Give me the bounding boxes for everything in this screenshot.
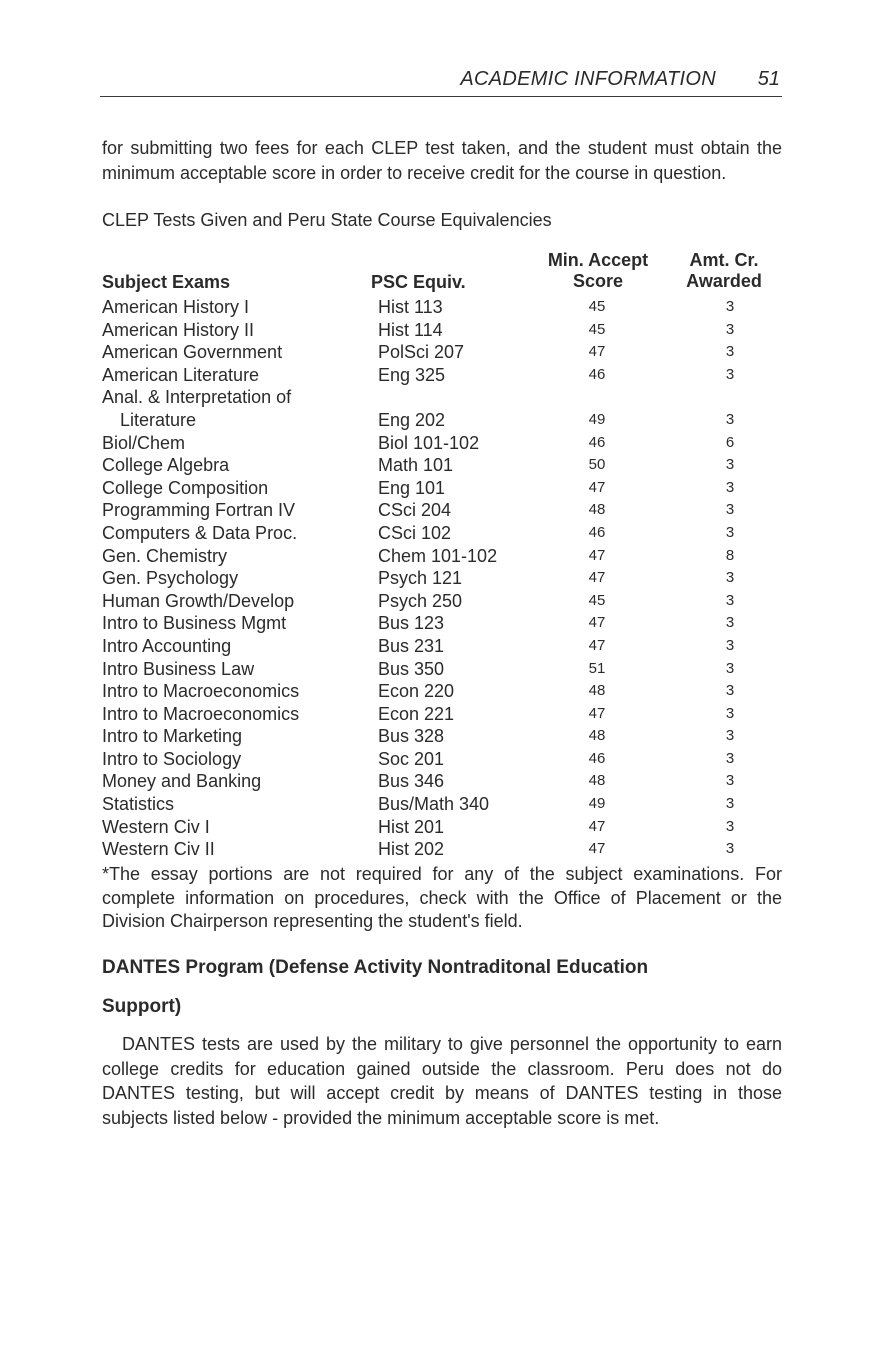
cell-min-score: 48 [588, 682, 606, 700]
table-row [102, 522, 782, 545]
cell-credit-awarded: 3 [725, 727, 735, 745]
cell-min-score: 46 [588, 365, 606, 383]
table-row [102, 454, 782, 477]
cell-credit-awarded: 3 [725, 795, 735, 813]
cell-min-score: 46 [588, 433, 606, 451]
header-psc-equiv: PSC Equiv. [371, 272, 466, 292]
cell-psc-equiv: Bus/Math 340 [378, 794, 490, 815]
cell-psc-equiv: CSci 204 [378, 500, 452, 521]
header-min-line2: Score [572, 271, 624, 291]
cell-subject: Programming Fortran IV [102, 500, 296, 521]
header-min-line1: Min. Accept [547, 250, 649, 270]
table-row [102, 477, 782, 500]
cell-min-score: 45 [588, 298, 606, 315]
cell-psc-equiv: Eng 101 [378, 477, 446, 498]
dantes-heading-line2: Support) [102, 996, 182, 1017]
cell-credit-awarded: 3 [725, 523, 735, 541]
cell-credit-awarded: 3 [725, 365, 735, 383]
table-row [102, 748, 782, 771]
cell-credit-awarded: 3 [725, 614, 735, 632]
cell-subject: Gen. Psychology [102, 568, 239, 589]
cell-psc-equiv: Eng 202 [378, 409, 446, 430]
table-row [102, 838, 782, 861]
cell-credit-awarded: 3 [725, 840, 735, 858]
cell-subject: Intro to Marketing [102, 726, 243, 747]
cell-subject: American Government [102, 342, 283, 363]
cell-subject: Intro Accounting [102, 635, 232, 656]
cell-min-score: 48 [588, 501, 606, 519]
cell-credit-awarded: 3 [725, 704, 735, 722]
header-min-score [532, 250, 664, 292]
table-row [102, 590, 782, 613]
cell-psc-equiv: Bus 123 [378, 613, 445, 634]
header-credit-awarded [674, 250, 774, 292]
table-row [102, 567, 782, 590]
cell-min-score: 49 [588, 410, 606, 428]
cell-credit-awarded: 3 [725, 749, 735, 767]
table-row [102, 680, 782, 703]
page-number: 51 [757, 68, 780, 90]
cell-psc-equiv: Chem 101-102 [378, 545, 498, 566]
cell-psc-equiv: Psych 121 [378, 568, 463, 589]
cell-credit-awarded: 3 [725, 298, 735, 315]
table-row [102, 703, 782, 726]
cell-psc-equiv: Biol 101-102 [378, 432, 480, 453]
cell-credit-awarded: 3 [725, 410, 735, 428]
table-row [102, 816, 782, 839]
cell-subject: Computers & Data Proc. [102, 522, 298, 543]
cell-subject: College Algebra [102, 455, 230, 476]
cell-subject: Intro to Business Mgmt [102, 613, 287, 634]
table-caption: CLEP Tests Given and Peru State Course Equivalencies [102, 210, 552, 230]
cell-subject: Statistics [102, 794, 175, 815]
cell-min-score: 47 [588, 614, 606, 632]
table-row [102, 545, 782, 568]
cell-min-score: 48 [588, 727, 606, 745]
cell-subject: American History I [102, 297, 250, 317]
cell-credit-awarded: 3 [725, 478, 735, 496]
cell-credit-awarded: 3 [725, 772, 735, 790]
cell-subject: College Composition [102, 477, 269, 498]
cell-credit-awarded: 3 [725, 501, 735, 519]
cell-subject: Intro to Macroeconomics [102, 703, 300, 724]
cell-psc-equiv: Bus 350 [378, 658, 445, 679]
cell-credit-awarded: 6 [725, 433, 735, 451]
cell-credit-awarded: 3 [725, 682, 735, 700]
cell-min-score: 46 [588, 749, 606, 767]
table-row [102, 364, 782, 387]
table-row [102, 296, 782, 319]
cell-credit-awarded: 3 [725, 343, 735, 361]
cell-credit-awarded: 3 [725, 320, 735, 338]
clep-table [102, 250, 782, 861]
table-row [102, 658, 782, 681]
dantes-heading-line1: DANTES Program (Defense Activity Nontraditonal Education [102, 957, 649, 978]
cell-min-score: 47 [588, 636, 606, 654]
cell-psc-equiv: Hist 202 [378, 839, 445, 860]
header-amt-line1: Amt. Cr. [689, 250, 759, 270]
cell-subject: Gen. Chemistry [102, 545, 228, 566]
header-amt-line2: Awarded [686, 271, 762, 291]
footnote: *The essay portions are not required for any of the subject examinations. For complete information on procedures, check with the Office of Placement or the Division Chairperson representing the student's field. [102, 864, 782, 931]
cell-min-score: 47 [588, 817, 606, 835]
cell-min-score: 49 [588, 795, 606, 813]
cell-subject: Western Civ II [102, 839, 215, 860]
table-row [102, 432, 782, 455]
cell-min-score: 47 [588, 343, 606, 361]
table-row [102, 635, 782, 658]
table-row [102, 499, 782, 522]
cell-psc-equiv: Bus 231 [378, 635, 445, 656]
table-row [102, 341, 782, 364]
cell-min-score: 47 [588, 569, 606, 587]
cell-psc-equiv: Hist 201 [378, 816, 445, 837]
table-row [102, 319, 782, 342]
cell-psc-equiv: Soc 201 [378, 748, 445, 769]
cell-subject: American History II [102, 319, 255, 340]
cell-psc-equiv: Psych 250 [378, 590, 463, 611]
cell-min-score: 47 [588, 546, 606, 564]
cell-psc-equiv: Math 101 [378, 455, 454, 476]
cell-credit-awarded: 3 [725, 456, 735, 474]
cell-subject: American Literature [102, 364, 260, 385]
cell-min-score: 46 [588, 523, 606, 541]
table-row [102, 793, 782, 816]
table-header [102, 250, 782, 296]
table-row [102, 725, 782, 748]
cell-subject: Intro Business Law [102, 658, 255, 679]
cell-subject: Anal. & Interpretation of [102, 387, 292, 408]
cell-subject: Western Civ I [102, 816, 210, 837]
cell-subject: Biol/Chem [102, 432, 186, 453]
table-row [102, 409, 782, 432]
cell-subject: Intro to Sociology [102, 748, 242, 769]
cell-psc-equiv: Eng 325 [378, 364, 446, 385]
cell-min-score: 45 [588, 591, 606, 609]
cell-min-score: 47 [588, 704, 606, 722]
cell-credit-awarded: 3 [725, 569, 735, 587]
cell-min-score: 48 [588, 772, 606, 790]
cell-psc-equiv: Econ 220 [378, 681, 455, 702]
cell-min-score: 50 [588, 456, 606, 474]
table-row [102, 386, 782, 409]
cell-psc-equiv: CSci 102 [378, 522, 452, 543]
table-body [102, 296, 782, 861]
running-header [100, 66, 782, 97]
cell-psc-equiv: Hist 113 [378, 297, 443, 317]
cell-credit-awarded: 8 [725, 546, 735, 564]
section-title: ACADEMIC INFORMATION [460, 68, 716, 90]
dantes-paragraph: DANTES tests are used by the military to give personnel the opportunity to earn college credits for education gained outside the classroom. Peru does not do DANTES testing, but will accept credit by means of DANTES testing in those subjects listed below - provided the minimum acceptable score is met. [102, 1034, 782, 1128]
cell-psc-equiv: PolSci 207 [378, 342, 465, 363]
cell-credit-awarded: 3 [725, 817, 735, 835]
cell-subject: Human Growth/Develop [102, 590, 295, 611]
cell-psc-equiv: Bus 346 [378, 771, 445, 792]
table-row [102, 770, 782, 793]
cell-psc-equiv: Bus 328 [378, 726, 445, 747]
cell-psc-equiv: Hist 114 [378, 319, 443, 340]
cell-credit-awarded: 3 [725, 591, 735, 609]
cell-credit-awarded: 3 [725, 636, 735, 654]
header-subject: Subject Exams [102, 272, 231, 292]
cell-min-score: 51 [588, 659, 606, 677]
cell-subject: Intro to Macroeconomics [102, 681, 300, 702]
cell-credit-awarded: 3 [725, 659, 735, 677]
intro-paragraph: for submitting two fees for each CLEP test taken, and the student must obtain the minimum acceptable score in order to receive credit for the course in question. [102, 138, 782, 183]
cell-psc-equiv: Econ 221 [378, 703, 455, 724]
cell-subject: Money and Banking [102, 771, 262, 792]
table-row [102, 612, 782, 635]
cell-subject: Literature [120, 409, 197, 430]
cell-min-score: 45 [588, 320, 606, 338]
cell-min-score: 47 [588, 840, 606, 858]
cell-min-score: 47 [588, 478, 606, 496]
